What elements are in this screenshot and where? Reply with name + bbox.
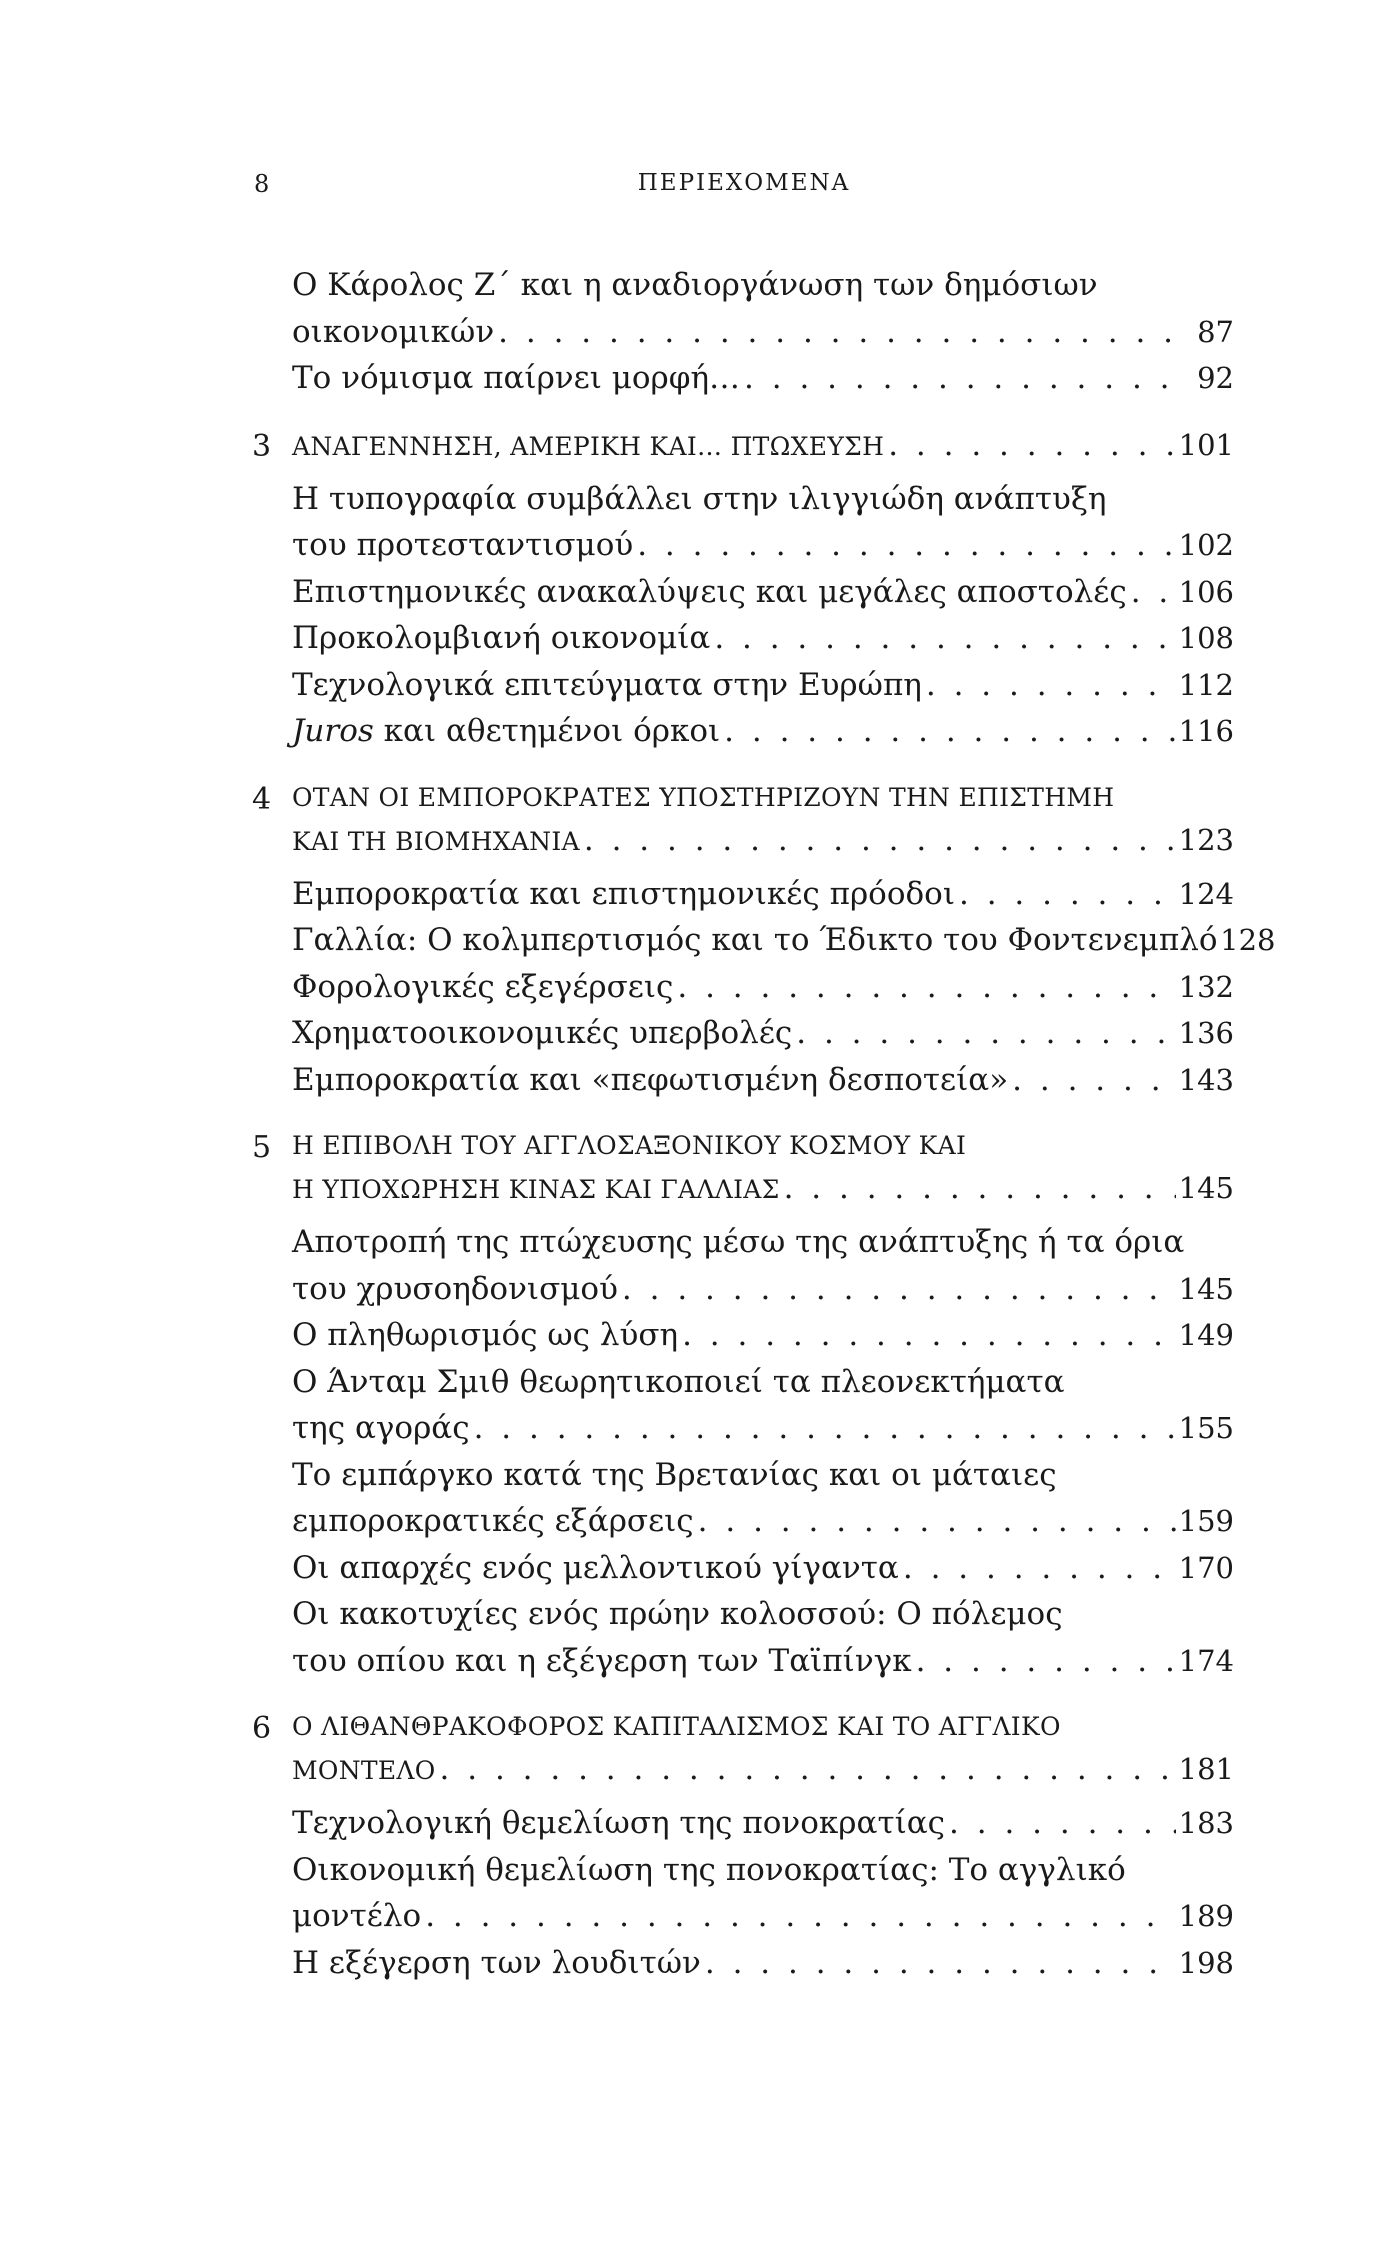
- page-ref: 116: [1178, 714, 1234, 748]
- chapter-body: [292, 777, 1276, 1104]
- entry-title: Αποτροπή της πτώχευσης μέσω της ανάπτυξης ή τα όρια: [292, 1224, 1185, 1260]
- toc-entry: [292, 1057, 1234, 1104]
- dot-leader: [912, 1638, 1176, 1685]
- dot-leader: [694, 1498, 1176, 1545]
- toc-entry: [292, 569, 1234, 616]
- toc-line: [292, 569, 1234, 616]
- chapter-title: [292, 1125, 1234, 1211]
- toc-line: [292, 1359, 1234, 1406]
- dot-leader: [618, 1266, 1176, 1313]
- page-ref: 108: [1178, 621, 1234, 655]
- dot-leader: [633, 522, 1176, 569]
- chapter-title-text: Η ΕΠΙΒΟΛΗ ΤΟΥ ΑΓΓΛΟΣΑΞΟΝΙΚΟΥ ΚΟΣΜΟΥ ΚΑΙ: [292, 1131, 967, 1160]
- toc-line: [292, 1167, 1234, 1211]
- page-ref: 101: [1178, 427, 1234, 462]
- entry-title: Γαλλία: Ο κολμπερτισμός και το Έδικτο του Φοντενεμπλό: [292, 922, 1218, 958]
- table-of-contents: [252, 262, 1276, 1986]
- dot-leader: [955, 871, 1176, 918]
- entry-title: Οι απαρχές ενός μελλοντικού γίγαντα: [292, 1549, 899, 1586]
- entry-title: Επιστημονικές ανακαλύψεις και μεγάλες αποστολές: [292, 573, 1127, 610]
- page-ref: 92: [1197, 361, 1234, 395]
- entry-title: Οι κακοτυχίες ενός πρώην κολοσσού: Ο πόλεμος: [292, 1596, 1063, 1632]
- toc-line: [292, 871, 1234, 918]
- entry-title: Χρηματοοικονομικές υπερβολές: [292, 1015, 793, 1051]
- toc-entry: [292, 355, 1234, 402]
- dot-leader: [899, 1545, 1176, 1592]
- page-ref: 183: [1178, 1806, 1234, 1840]
- chapter-number: 5: [252, 1130, 272, 1165]
- chapter-title-text: Ο ΛΙΘΑΝΘΡΑΚΟΦΟΡΟΣ ΚΑΠΙΤΑΛΙΣΜΟΣ ΚΑΙ ΤΟ ΑΓΓΛΙΚΟ: [292, 1712, 1061, 1741]
- page-ref: 155: [1178, 1411, 1234, 1445]
- toc-line: [292, 708, 1234, 755]
- toc-entry: [292, 615, 1234, 662]
- chapter-title-text: Η ΥΠΟΧΩΡΗΣΗ ΚΙΝΑΣ ΚΑΙ ΓΑΛΛΙΑΣ: [292, 1175, 780, 1204]
- toc-entry: [292, 476, 1234, 569]
- toc-line: [292, 1706, 1234, 1748]
- toc-entry: [292, 262, 1234, 355]
- entry-title: Τεχνολογική θεμελίωση της πονοκρατίας: [292, 1805, 946, 1841]
- entry-title: Φορολογικές εξεγέρσεις: [292, 968, 674, 1005]
- toc-line: [292, 1638, 1234, 1685]
- chapter-title-text: ΚΑΙ ΤΗ ΒΙΟΜΗΧΑΝΙΑ: [292, 826, 580, 856]
- toc-entry: [292, 708, 1234, 755]
- chapter-number: 4: [252, 781, 272, 817]
- entry-title: Ο Άνταμ Σμιθ θεωρητικοποιεί τα πλεονεκτήματα: [292, 1363, 1065, 1400]
- dot-leader: [678, 1312, 1176, 1359]
- toc-entry: [292, 1847, 1234, 1940]
- toc-line: [292, 1893, 1234, 1940]
- toc-line: [292, 662, 1234, 709]
- toc-line: [292, 1940, 1234, 1987]
- entry-title: εμποροκρατικές εξάρσεις: [292, 1503, 694, 1539]
- chapter-title: [292, 777, 1234, 863]
- dot-leader: [884, 424, 1176, 466]
- chapter-title-text: ΑΝΑΓΕΝΝΗΣΗ, ΑΜΕΡΙΚΗ ΚΑΙ… ΠΤΩΧΕΥΣΗ: [292, 431, 885, 461]
- toc-entry: [292, 662, 1234, 709]
- toc-line: [292, 1219, 1234, 1266]
- page-ref: 145: [1178, 1271, 1234, 1306]
- dot-leader: [470, 1405, 1176, 1452]
- dot-leader: [673, 964, 1176, 1011]
- chapter-number: 3: [252, 428, 272, 464]
- toc-line: [292, 1266, 1234, 1313]
- entry-title: Το εμπάργκο κατά της Βρετανίας και οι μάταιες: [292, 1456, 1057, 1493]
- entry-title: Ο πληθωρισμός ως λύση: [292, 1317, 679, 1353]
- page-ref: 132: [1178, 969, 1234, 1004]
- page-ref: 181: [1178, 1752, 1234, 1786]
- toc-line: [292, 819, 1234, 863]
- dot-leader: [945, 1800, 1176, 1847]
- page-ref: 124: [1178, 876, 1234, 911]
- entry-title: Η τυπογραφία συμβάλλει στην ιλιγγιώδη ανάπτυξη: [292, 480, 1107, 517]
- chapter-heading: [292, 1706, 1234, 1792]
- toc-line: [292, 1405, 1234, 1452]
- chapter-3: [252, 424, 1234, 755]
- entry-title: οικονομικών: [292, 313, 495, 350]
- chapter-title: [292, 1706, 1234, 1792]
- page-ref: 198: [1178, 1945, 1234, 1980]
- chapter-5: [252, 1125, 1234, 1684]
- toc-line: [292, 777, 1234, 819]
- toc-entry: [292, 964, 1234, 1011]
- toc-line: [292, 1800, 1234, 1847]
- entry-title: του οπίου και η εξέγερση των Ταϊπίνγκ: [292, 1642, 912, 1679]
- entry-title: του προτεσταντισμού: [292, 527, 634, 563]
- chapter-6: [252, 1706, 1234, 1986]
- page-ref: 143: [1178, 1062, 1234, 1097]
- page-ref: 189: [1178, 1899, 1234, 1933]
- page-ref: 149: [1178, 1318, 1234, 1352]
- entry-title: Εμποροκρατία και επιστημονικές πρόοδοι: [292, 875, 955, 912]
- chapter-title-text: ΜΟΝΤΕΛΟ: [292, 1756, 436, 1785]
- toc-line: [292, 964, 1234, 1011]
- dot-leader: [580, 819, 1176, 861]
- entry-title: Το νόμισμα παίρνει μορφή…: [292, 360, 741, 396]
- chapter-heading: [292, 777, 1234, 863]
- toc-line: [292, 424, 1234, 468]
- toc-line: [292, 355, 1234, 402]
- page-ref: 112: [1178, 667, 1234, 702]
- page-ref: 145: [1178, 1171, 1234, 1205]
- chapter-heading: [292, 1125, 1234, 1211]
- toc-entry: [292, 1010, 1234, 1057]
- page-ref: 136: [1178, 1016, 1234, 1050]
- page-header: [254, 170, 1234, 210]
- toc-line: [292, 1498, 1234, 1545]
- running-head: ΠΕΡΙΕΧΟΜΕΝΑ: [637, 170, 851, 196]
- toc-line: [292, 1125, 1234, 1167]
- dot-leader: [710, 615, 1176, 662]
- toc-line: [292, 309, 1234, 356]
- toc-line: [292, 1545, 1234, 1592]
- pre-section: [292, 262, 1234, 402]
- toc-entry: [292, 1359, 1234, 1452]
- toc-entry: [292, 871, 1234, 918]
- entry-title: της αγοράς: [292, 1410, 470, 1446]
- page-number: 8: [254, 170, 270, 198]
- chapter-body: [292, 424, 1234, 755]
- page-ref: 102: [1178, 528, 1234, 562]
- entry-title: Juros και αθετημένοι όρκοι: [292, 713, 721, 749]
- page-ref: 87: [1197, 314, 1234, 349]
- entry-title: του χρυσοηδονισμού: [292, 1270, 618, 1307]
- page-ref: 174: [1178, 1643, 1234, 1678]
- page-ref: 106: [1178, 574, 1234, 609]
- dot-leader: [1008, 1057, 1176, 1104]
- toc-line: [292, 1847, 1234, 1894]
- toc-entry: [292, 1800, 1234, 1847]
- dot-leader: [436, 1748, 1176, 1790]
- dot-leader: [740, 355, 1176, 402]
- toc-line: [292, 1748, 1234, 1792]
- page-ref: 123: [1178, 822, 1234, 857]
- entry-title: Τεχνολογικά επιτεύγματα στην Ευρώπη: [292, 666, 922, 703]
- dot-leader: [780, 1167, 1176, 1209]
- entry-title-italic: Juros: [292, 713, 374, 749]
- toc-entry: [292, 1545, 1234, 1592]
- toc-line: [292, 522, 1234, 569]
- dot-leader: [720, 708, 1176, 755]
- dot-leader: [792, 1010, 1176, 1057]
- chapter-title-text: ΟΤΑΝ ΟΙ ΕΜΠΟΡΟΚΡΑΤΕΣ ΥΠΟΣΤΗΡΙΖΟΥΝ ΤΗΝ ΕΠΙΣΤΗΜΗ: [292, 782, 1115, 812]
- entry-title: Προκολομβιανή οικονομία: [292, 620, 711, 656]
- toc-entry: [292, 1452, 1234, 1545]
- toc-line: [292, 1312, 1234, 1359]
- toc-entry: [292, 1591, 1234, 1684]
- toc-line: [292, 476, 1234, 523]
- toc-line: [292, 1057, 1234, 1104]
- dot-leader: [494, 309, 1176, 356]
- toc-line: [292, 1591, 1234, 1638]
- toc-entry: [292, 1219, 1234, 1312]
- page-ref: 159: [1178, 1504, 1234, 1538]
- toc-line: [292, 1452, 1234, 1499]
- entry-title: Οικονομική θεμελίωση της πονοκρατίας: Το αγγλικό: [292, 1851, 1126, 1888]
- chapter-number: 6: [252, 1711, 272, 1746]
- toc-line: [292, 262, 1234, 309]
- toc-line: [292, 1010, 1234, 1057]
- chapter-body: [292, 1706, 1234, 1986]
- dot-leader: [421, 1893, 1176, 1940]
- dot-leader: [1127, 569, 1176, 616]
- chapter-title: [292, 424, 1234, 468]
- toc-entry: [292, 1940, 1234, 1987]
- toc-entry: [292, 1312, 1234, 1359]
- dot-leader: [701, 1940, 1176, 1987]
- chapter-4: [252, 777, 1276, 1104]
- entry-title: Ο Κάρολος Ζ΄ και η αναδιοργάνωση των δημόσιων: [292, 267, 1098, 303]
- toc-line: [292, 615, 1234, 662]
- entry-title: Η εξέγερση των λουδιτών: [292, 1944, 701, 1981]
- entry-title: Εμποροκρατία και «πεφωτισμένη δεσποτεία»: [292, 1061, 1009, 1098]
- toc-line: [292, 917, 1276, 964]
- chapter-heading: [292, 424, 1234, 468]
- page-ref: 128: [1220, 923, 1276, 957]
- toc-entry: [292, 917, 1276, 964]
- chapter-body: [292, 1125, 1234, 1684]
- entry-title: μοντέλο: [292, 1898, 422, 1934]
- page-ref: 170: [1178, 1550, 1234, 1585]
- dot-leader: [922, 662, 1176, 709]
